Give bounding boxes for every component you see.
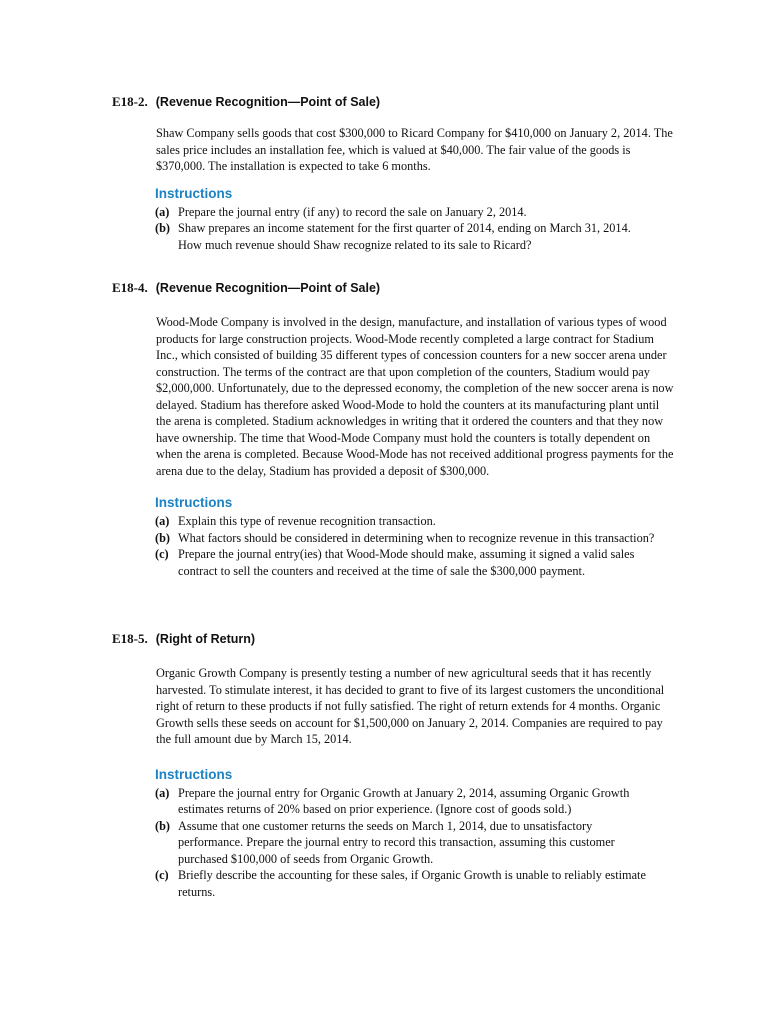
instruction-item-a: [155, 513, 655, 530]
item-text: What factors should be considered in determining when to recognize revenue in this transaction?: [178, 530, 655, 545]
exercise-number: E18-5.: [112, 631, 148, 646]
exercise-number: E18-4.: [112, 280, 148, 295]
item-label: (b): [155, 530, 171, 545]
exercise-paragraph: Shaw Company sells goods that cost $300,000 to Ricard Company for $410,000 on January 2, 2014. The sales price includes an installation fee, which is valued at $40,000. The fair value of the goods is $370,000. The installation is expected to take 6 months.: [156, 126, 673, 173]
exercise-paragraph: Organic Growth Company is presently testing a number of new agricultural seeds that it has recently harvested. To stimulate interest, it has decided to grant to five of its largest customers the unconditional right of return to these products if not fully satisfied. The right of return extends for 4 months. Organic Growth sells these seeds on account for $1,500,000 on January 2, 2014. Companies are required to pay the full amount due by March 15, 2014.: [156, 666, 665, 746]
instruction-item-c: [155, 546, 655, 579]
instructions-heading: Instructions: [155, 185, 233, 201]
item-label: (a): [155, 785, 170, 800]
item-text: Prepare the journal entry(ies) that Wood-Mode should make, assuming it signed a valid sales contract to sell the counters and received at the time of sale the $300,000 payment.: [178, 547, 635, 578]
item-text: Assume that one customer returns the seeds on March 1, 2014, due to unsatisfactory performance. Prepare the journal entry to record this transaction, assuming this customer purchased $100,000 of seeds from Organic Growth.: [178, 818, 615, 866]
instructions-heading: Instructions: [155, 766, 233, 782]
item-text: Prepare the journal entry for Organic Growth at January 2, 2014, assuming Organic Growth estimates returns of 20% based on prior experience. (Ignore cost of goods sold.): [178, 785, 630, 816]
item-text: Prepare the journal entry (if any) to record the sale on January 2, 2014.: [178, 204, 527, 219]
item-label: (a): [155, 204, 170, 219]
item-text: Shaw prepares an income statement for the first quarter of 2014, ending on March 31, 2014. How much revenue should Shaw recognize related to its sale to Ricard?: [178, 221, 631, 252]
item-label: (c): [155, 868, 169, 882]
exercise-heading: [112, 91, 672, 113]
item-text: Explain this type of revenue recognition transaction.: [178, 514, 436, 528]
instruction-item-b: [155, 530, 655, 547]
exercise-e18-4: [112, 277, 672, 579]
instruction-item-a: [155, 204, 655, 221]
item-label: (b): [155, 221, 171, 235]
exercise-e18-5: [112, 628, 672, 900]
instruction-item-b: [155, 818, 655, 868]
exercise-title: (Revenue Recognition—Point of Sale): [155, 281, 381, 295]
exercise-title: (Revenue Recognition—Point of Sale): [155, 95, 381, 109]
exercise-number: E18-2.: [112, 94, 148, 109]
instruction-item-b: [155, 220, 655, 253]
exercise-heading: [112, 628, 672, 650]
item-label: (a): [155, 514, 170, 528]
item-label: (b): [155, 818, 171, 833]
item-label: (c): [155, 547, 169, 561]
item-text: Briefly describe the accounting for these sales, if Organic Growth is unable to reliably estimate returns.: [178, 868, 646, 899]
exercise-e18-2: [112, 91, 672, 253]
instructions-heading: Instructions: [155, 495, 233, 510]
instruction-item-a: [155, 785, 655, 818]
exercise-title: (Right of Return): [155, 632, 256, 646]
instruction-item-c: [155, 867, 655, 900]
exercise-heading: [112, 277, 672, 299]
exercise-paragraph: Wood-Mode Company is involved in the design, manufacture, and installation of various types of wood products for large construction projects. Wood-Mode recently completed a large contract for Stadium Inc., which consisted of building 35 different types of concession counters for a new soccer arena under construction. The terms of the contract are that upon completion of the counters, Stadium would pay $2,000,000. Unfortunately, due to the depressed economy, the completion of the new soccer arena is now delayed. Stadium has therefore asked Wood-Mode to hold the counters at its manufacturing plant until the arena is completed. Stadium acknowledges in writing that it ordered the counters and that they now have ownership. The time that Wood-Mode Company must hold the counters is totally dependent on when the arena is completed. Because Wood-Mode has not received additional progress payments for the arena due to the delay, Stadium has provided a deposit of $300,000.: [156, 315, 674, 478]
